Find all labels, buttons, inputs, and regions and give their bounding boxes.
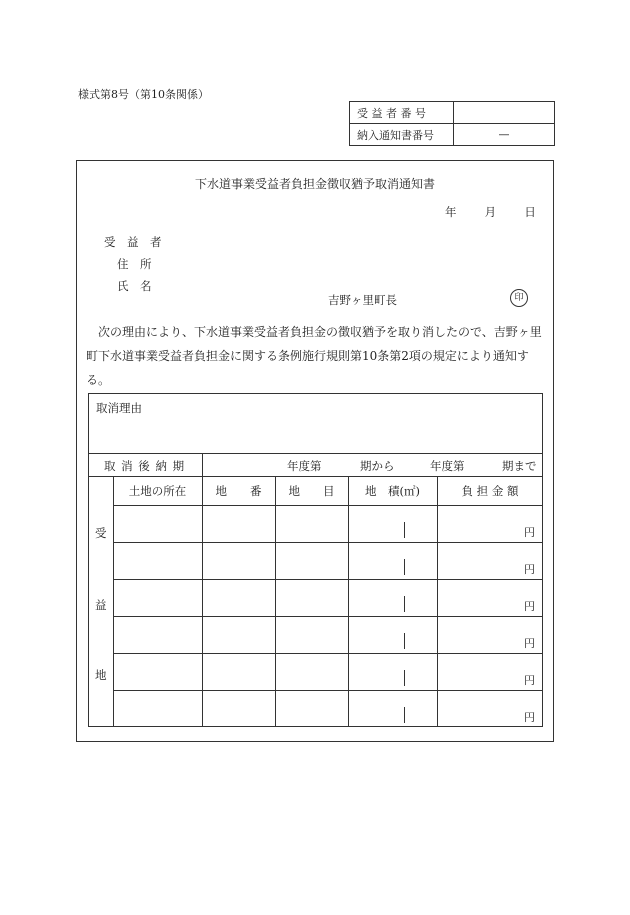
date-year: 年	[445, 205, 457, 219]
row-divider	[88, 453, 543, 454]
amount-unit-yen: 円	[524, 674, 535, 687]
row-divider	[113, 690, 543, 691]
address-label: 住 所	[117, 257, 152, 271]
seal-mark: 印	[510, 289, 528, 307]
issuer-name: 吉野ヶ里町長	[328, 293, 397, 307]
row-divider	[113, 579, 543, 580]
cancel-reason-label: 取消理由	[96, 401, 142, 415]
side-label-land: 地	[95, 668, 107, 682]
column-header-lot-number: 地 番	[215, 484, 262, 498]
document-title: 下水道事業受益者負担金徴収猶予取消通知書	[194, 177, 435, 191]
side-label-beneficiary: 受	[95, 526, 107, 540]
column-divider	[202, 453, 203, 476]
period-to-term: 期まで	[502, 459, 537, 473]
area-decimal-mark	[404, 596, 405, 612]
area-decimal-mark	[404, 633, 405, 649]
beneficiary-number-label: 受 益 者 番 号	[350, 102, 454, 124]
beneficiary-number-field[interactable]	[454, 102, 555, 124]
amount-unit-yen: 円	[524, 526, 535, 539]
beneficiary-label: 受 益 者	[104, 235, 162, 249]
row-divider	[88, 476, 543, 477]
period-from-term: 期から	[360, 459, 395, 473]
payment-period-label: 取 消 後 納 期	[104, 459, 186, 473]
period-to-year: 年度第	[430, 459, 465, 473]
notice-body-text: 次の理由により、下水道事業受益者負担金の徴収猶予を取り消したので、吉野ヶ里町下水道事業受益者負担金に関する条例施行規則第10条第2項の規定により通知する。	[86, 325, 542, 387]
area-decimal-mark	[404, 670, 405, 686]
date-line	[445, 204, 536, 220]
name-label: 氏 名	[117, 279, 152, 293]
period-from-year: 年度第	[287, 459, 322, 473]
area-decimal-mark	[404, 707, 405, 723]
side-label-benefit: 益	[95, 598, 107, 612]
cancel-reason-field[interactable]	[200, 402, 540, 450]
row-divider	[113, 505, 543, 506]
notice-number-label: 納入通知書番号	[350, 124, 454, 146]
column-header-land-category: 地 目	[288, 484, 335, 498]
row-divider	[113, 653, 543, 654]
column-header-amount: 負 担 金 額	[461, 484, 519, 498]
area-decimal-mark	[404, 522, 405, 538]
column-header-location: 土地の所在	[128, 484, 187, 498]
amount-unit-yen: 円	[524, 637, 535, 650]
area-decimal-mark	[404, 559, 405, 575]
column-header-area: 地 積(㎡)	[365, 484, 420, 498]
row-divider	[113, 542, 543, 543]
date-month: 月	[484, 205, 497, 219]
date-day: 日	[524, 205, 536, 219]
amount-unit-yen: 円	[524, 563, 535, 576]
amount-unit-yen: 円	[524, 711, 535, 724]
form-number-label: 様式第8号（第10条関係）	[78, 88, 209, 101]
notice-number-field[interactable]: —	[454, 124, 555, 146]
amount-unit-yen: 円	[524, 600, 535, 613]
row-divider	[113, 616, 543, 617]
receipt-number-table	[349, 101, 555, 146]
